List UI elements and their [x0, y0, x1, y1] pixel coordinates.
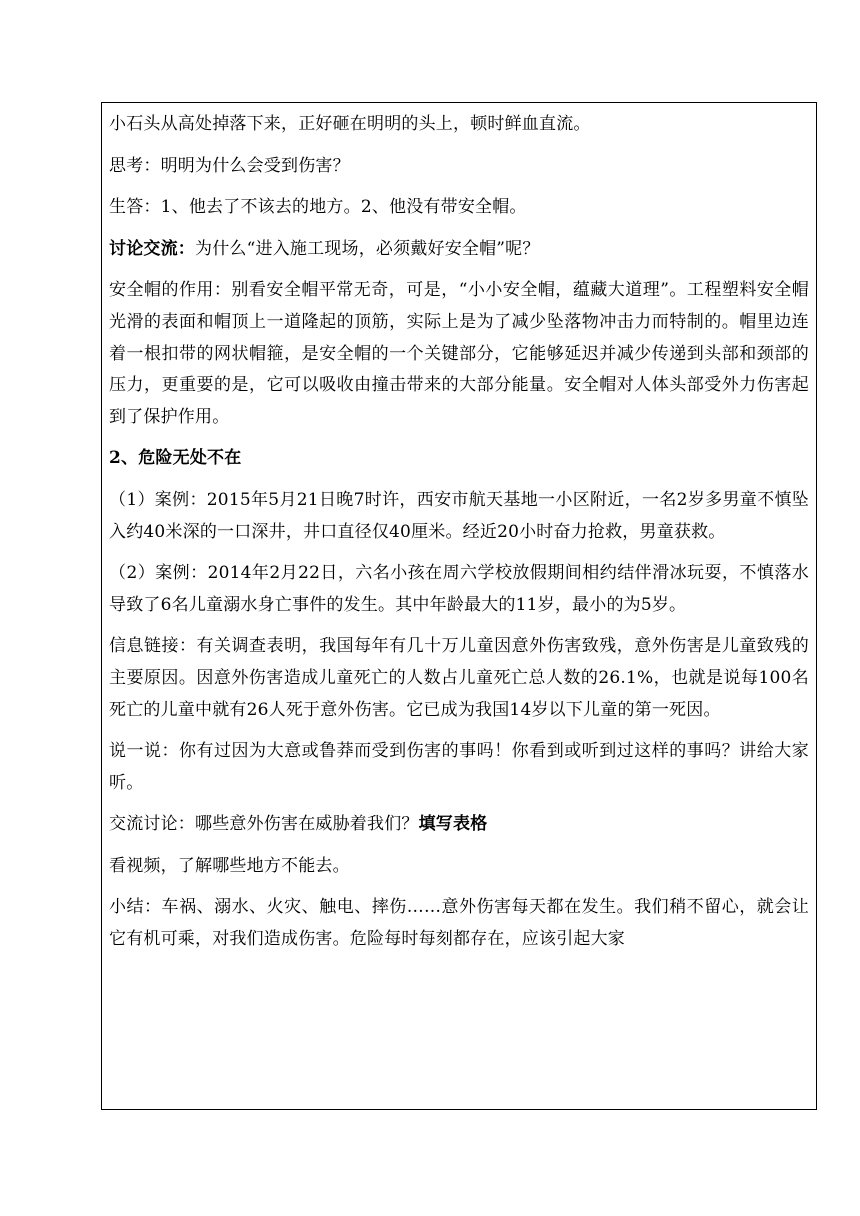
paragraph-text: 说一说：你有过因为大意或鲁莽而受到伤害的事吗！你看到或听到过这样的事吗？讲给大家听。: [109, 741, 809, 793]
paragraph-case-2: [109, 558, 809, 621]
paragraph-case-1: [109, 485, 809, 548]
paragraph-text: 思考：明明为什么会受到伤害？: [109, 155, 350, 176]
paragraph-lead-bold: 讨论交流：: [109, 238, 195, 259]
paragraph-helmet-function: [109, 275, 809, 433]
paragraph-text: （1）案例：2015年5月21日晚7时许，西安市航天基地一小区附近，一名2岁多男童不慎坠入约40米深的一口深井，井口直径仅40厘米。经近20小时奋力抢救，男童获救。: [109, 489, 809, 542]
paragraph-text: 生答：1、他去了不该去的地方。2、他没有带安全帽。: [109, 197, 527, 218]
paragraph-text: 交流讨论：哪些意外伤害在威胁着我们？: [109, 814, 419, 835]
paragraph-summary: [109, 892, 809, 955]
content-table-cell: [101, 102, 817, 1110]
paragraph-text: 小石头从高处掉落下来，正好砸在明明的头上，顿时鲜血直流。: [109, 114, 591, 134]
paragraph-text: 看视频，了解哪些地方不能去。: [109, 855, 350, 876]
heading-text: 2、危险无处不在: [109, 448, 242, 469]
paragraph-story: [109, 109, 809, 141]
paragraph-say: [109, 736, 809, 799]
paragraph-text: 为什么“进入施工现场，必须戴好安全帽”呢？: [195, 238, 540, 259]
paragraph-text: 安全帽的作用：别看安全帽平常无奇，可是，“小小安全帽，蕴藏大道理”。工程塑料安全帽光滑的表面和帽顶上一道隆起的顶筋，实际上是为了减少坠落物冲击力而特制的。帽里边连着一根扣带的网状帽箍，是安全帽的一个关键部分，它能够延迟并减少传递到头部和颈部的压力，更重要的是，它可以吸收由撞击带来的大部分能量。安全帽对人体头部受外力伤害起到了保护作用。: [109, 280, 809, 427]
paragraph-info-link: [109, 631, 809, 726]
paragraph-video: [109, 851, 809, 883]
paragraph-tail-bold: 填写表格: [418, 814, 488, 835]
paragraph-text: 信息链接：有关调查表明，我国每年有几十万儿童因意外伤害致残，意外伤害是儿童致残的主要原因。因意外伤害造成儿童死亡的人数占儿童死亡总人数的26.1%，也就是说每100名死亡的儿童中就有26人死于意外伤害。它已成为我国14岁以下儿童的第一死因。: [109, 636, 809, 720]
paragraph-text: 小结：车祸、溺水、火灾、触电、摔伤……意外伤害每天都在发生。我们稍不留心，就会让它有机可乘，对我们造成伤害。危险每时每刻都存在，应该引起大家: [109, 897, 809, 950]
paragraph-discussion: [109, 234, 809, 266]
paragraph-exchange: [109, 809, 809, 841]
document-body: [109, 109, 809, 966]
paragraph-text: （2）案例：2014年2月22日，六名小孩在周六学校放假期间相约结伴滑冰玩耍，不慎落水导致了6名儿童溺水身亡事件的发生。其中年龄最大的11岁，最小的为5岁。: [109, 563, 809, 615]
paragraph-student-answer: [109, 192, 809, 224]
section-heading: [109, 443, 809, 475]
paragraph-think: [109, 151, 809, 183]
